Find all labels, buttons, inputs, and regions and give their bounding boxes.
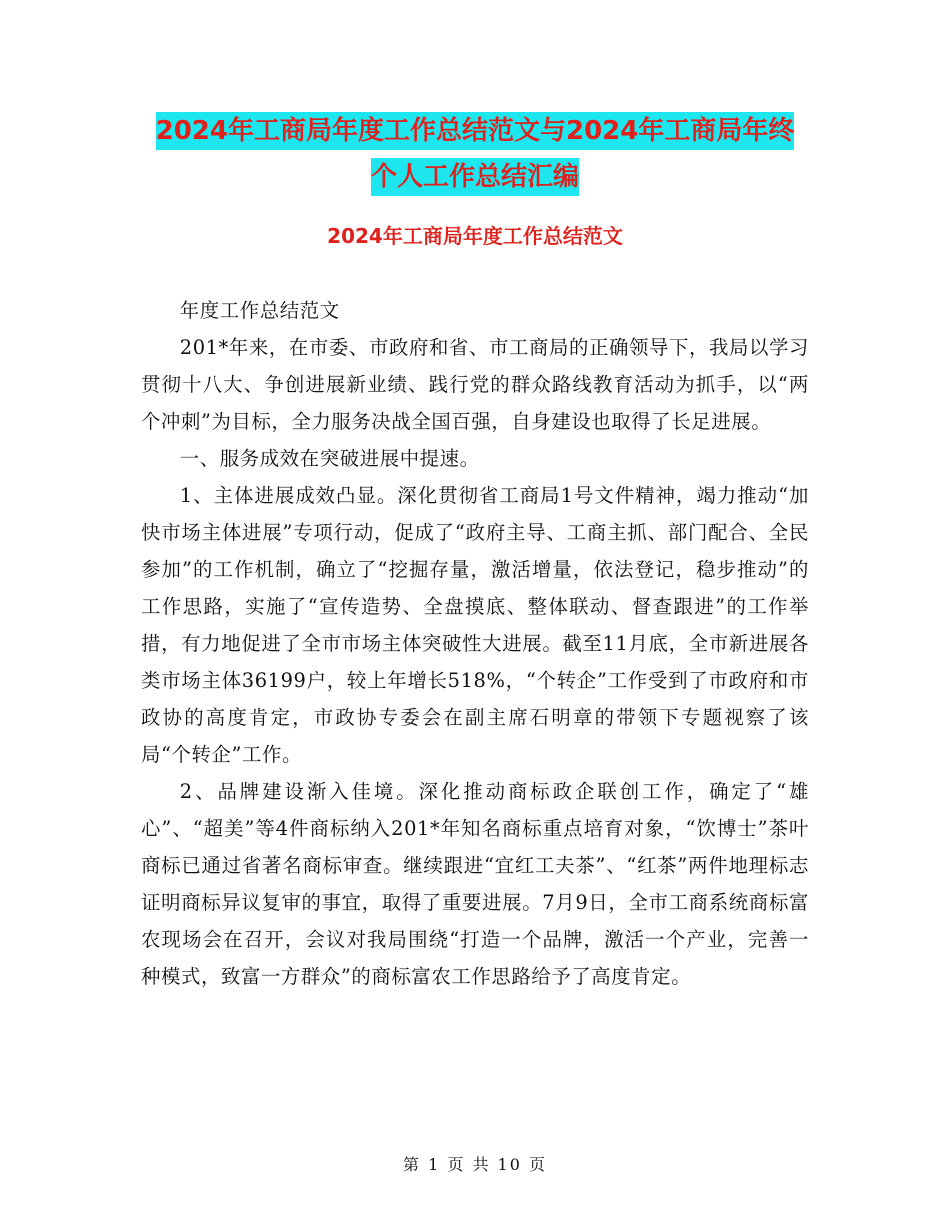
document-body <box>141 292 809 995</box>
paragraph: 1、主体进展成效凸显。深化贯彻省工商局1号文件精神，竭力推动“加快市场主体进展”专项行动，促成了“政府主导、工商主抓、部门配合、全民参加”的工作机制，确立了“挖掘存量，激活增量，依法登记，稳步推动”的工作思路，实施了“宣传造势、全盘摸底、整体联动、督查跟进”的工作举措，有力地促进了全市市场主体突破性大进展。截至11月底，全市新进展各类市场主体36199户，较上年增长518%，“个转企”工作受到了市政府和市政协的高度肯定，市政协专委会在副主席石明章的带领下专题视察了该局“个转企”工作。 <box>141 484 809 766</box>
title-line-1: 2024年工商局年度工作总结范文与2024年工商局年终 <box>156 112 795 150</box>
paragraph: 2、品牌建设渐入佳境。深化推动商标政企联创工作，确定了“雄心”、“超美”等4件商标纳入201*年知名商标重点培育对象，“饮博士”茶叶商标已通过省著名商标审查。继续跟进“宜红工夫茶”、“红茶”两件地理标志证明商标异议复审的事宜，取得了重要进展。7月9日，全市工商系统商标富农现场会在召开，会议对我局围绕“打造一个品牌，激活一个产业，完善一种模式，致富一方群众”的商标富农工作思路给予了高度肯定。 <box>141 780 809 988</box>
title-line-2: 个人工作总结汇编 <box>371 158 579 196</box>
page-number: 第 1 页 共 10 页 <box>403 1155 547 1174</box>
paragraph: 一、服务成效在突破进展中提速。 <box>179 447 480 470</box>
paragraph: 201*年来，在市委、市政府和省、市工商局的正确领导下，我局以学习贯彻十八大、争创进展新业绩、践行党的群众路线教育活动为抓手，以“两个冲刺”为目标，全力服务决战全国百强，自身建设也取得了长足进展。 <box>141 336 809 433</box>
document-title <box>0 112 950 204</box>
section-heading: 2024年工商局年度工作总结范文 <box>327 224 623 248</box>
paragraph: 年度工作总结范文 <box>179 299 340 322</box>
